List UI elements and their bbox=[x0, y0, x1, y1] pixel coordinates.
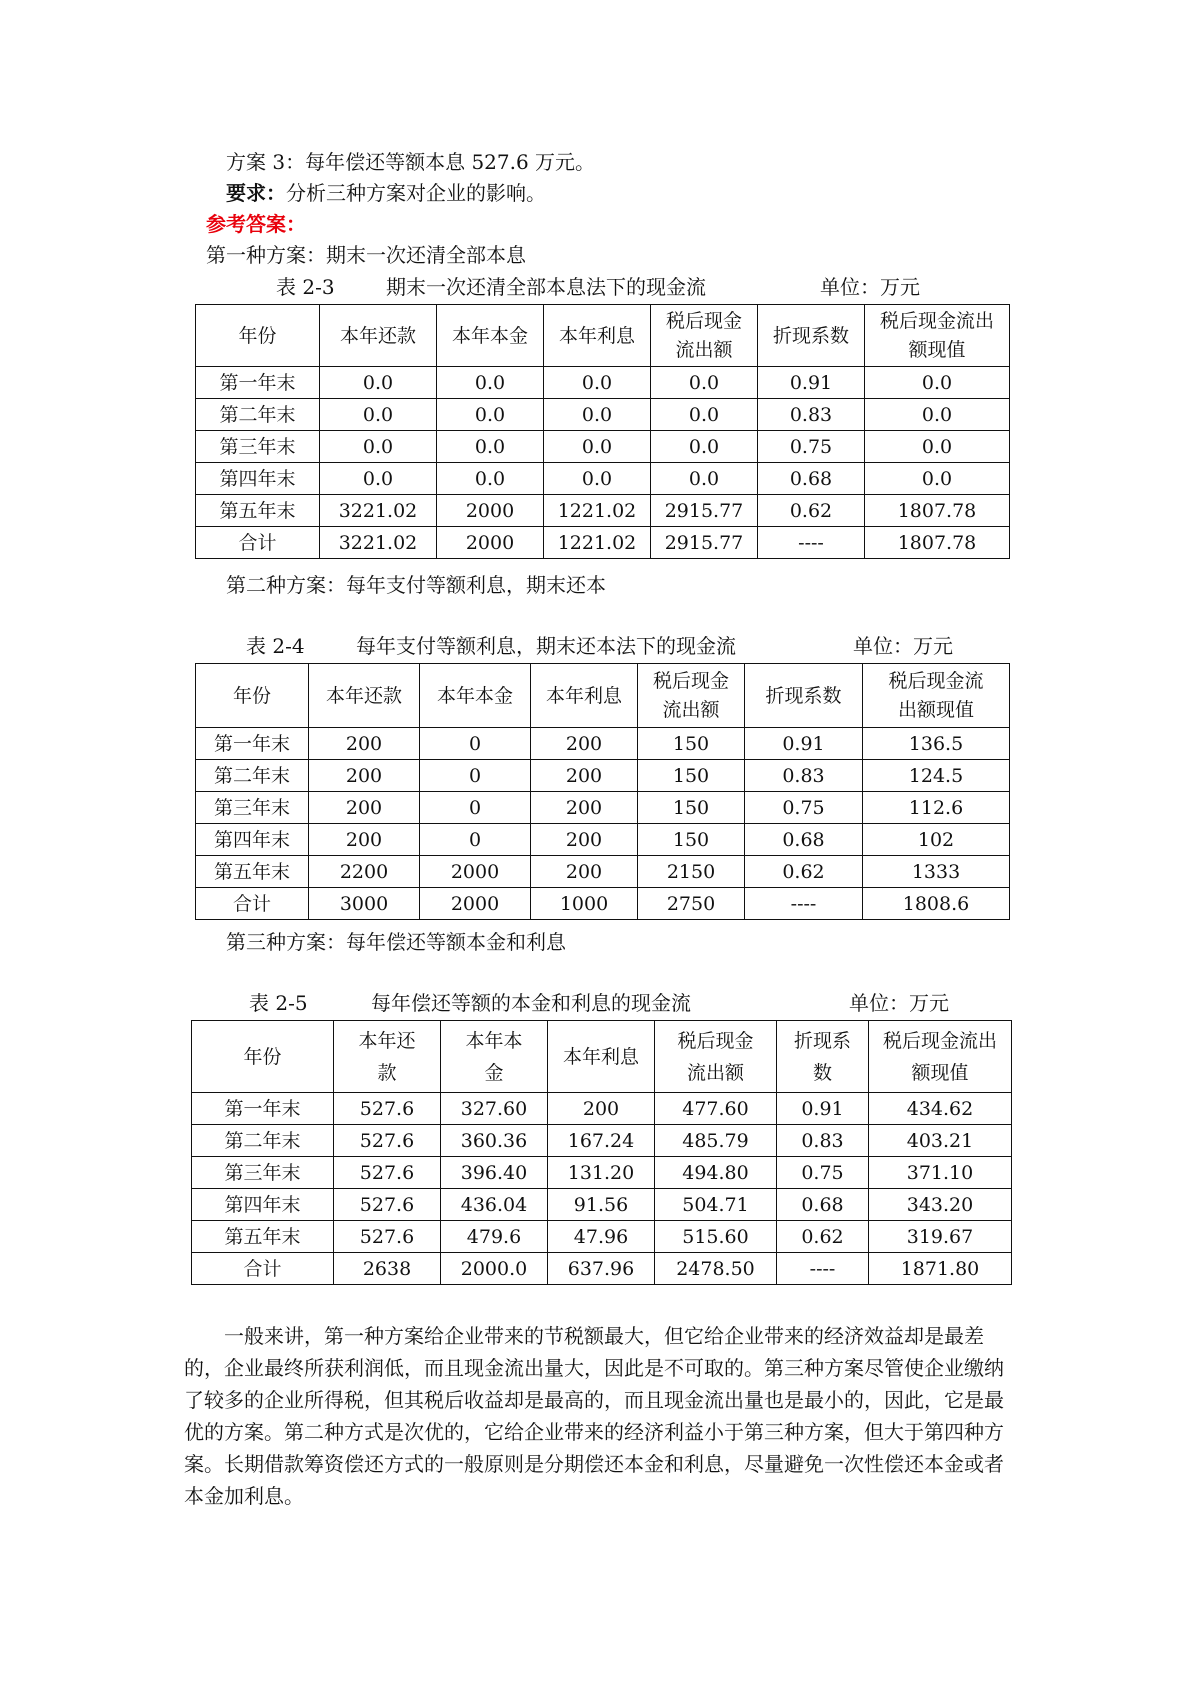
table-cell: 200 bbox=[309, 760, 420, 792]
row-label-cell: 第三年末 bbox=[192, 1157, 334, 1189]
table-cell: 0 bbox=[420, 824, 531, 856]
table-cell: 2000 bbox=[420, 856, 531, 888]
table-cell: 0.0 bbox=[651, 463, 758, 495]
table-row bbox=[196, 792, 1010, 824]
table-cell: 0.75 bbox=[758, 431, 865, 463]
table-cell: 0.0 bbox=[320, 367, 437, 399]
table-cell: 124.5 bbox=[863, 760, 1010, 792]
table-cell: 0.83 bbox=[758, 399, 865, 431]
header-cell: 税后现金流出额 bbox=[651, 305, 758, 367]
table-cell: 436.04 bbox=[441, 1189, 548, 1221]
table-cell: 0.0 bbox=[544, 463, 651, 495]
table-cell: 2750 bbox=[638, 888, 745, 920]
table-title: 期末一次还清全部本息法下的现金流 bbox=[386, 275, 706, 299]
table-title: 每年支付等额利息，期末还本法下的现金流 bbox=[356, 634, 736, 658]
table-cell: 150 bbox=[638, 792, 745, 824]
header-cell: 税后现金流出额现值 bbox=[863, 664, 1010, 728]
table-caption bbox=[249, 990, 1009, 1016]
row-label-cell: 第四年末 bbox=[192, 1189, 334, 1221]
table-cell: 200 bbox=[309, 824, 420, 856]
table-cell: 2000 bbox=[437, 495, 544, 527]
table-cell: 1000 bbox=[531, 888, 638, 920]
header-cell: 年份 bbox=[196, 664, 309, 728]
table-caption bbox=[246, 633, 1006, 659]
cash-flow-table bbox=[195, 304, 1010, 559]
table-cell: 527.6 bbox=[334, 1221, 441, 1253]
row-label-cell: 合计 bbox=[196, 527, 320, 559]
row-label-cell: 第五年末 bbox=[192, 1221, 334, 1253]
table-title: 每年偿还等额的本金和利息的现金流 bbox=[371, 991, 691, 1015]
table-cell: 47.96 bbox=[548, 1221, 655, 1253]
table-row bbox=[196, 399, 1010, 431]
row-label-cell: 第一年末 bbox=[196, 367, 320, 399]
table-row bbox=[196, 495, 1010, 527]
table-cell: 0.91 bbox=[777, 1093, 869, 1125]
table-cell: 1221.02 bbox=[544, 527, 651, 559]
table-cell: 167.24 bbox=[548, 1125, 655, 1157]
table-cell: 0.62 bbox=[745, 856, 863, 888]
table-cell: 327.60 bbox=[441, 1093, 548, 1125]
table-cell: 2000 bbox=[437, 527, 544, 559]
cash-flow-table bbox=[195, 663, 1010, 920]
table-header-row bbox=[196, 305, 1010, 367]
table-cell: 0.75 bbox=[777, 1157, 869, 1189]
table-cell: 527.6 bbox=[334, 1157, 441, 1189]
table-cell: 1808.6 bbox=[863, 888, 1010, 920]
table-cell: 0.0 bbox=[651, 399, 758, 431]
header-cell: 本年本金 bbox=[441, 1021, 548, 1093]
table-number: 表 2-5 bbox=[249, 991, 308, 1015]
table-cell: 0.0 bbox=[865, 431, 1010, 463]
table-cell: 319.67 bbox=[869, 1221, 1012, 1253]
table-cell: 0.68 bbox=[758, 463, 865, 495]
table-cell: 360.36 bbox=[441, 1125, 548, 1157]
row-label-cell: 第三年末 bbox=[196, 792, 309, 824]
table-cell: 2200 bbox=[309, 856, 420, 888]
table-cell: 150 bbox=[638, 824, 745, 856]
table-cell: 0.0 bbox=[544, 399, 651, 431]
table-cell: 200 bbox=[531, 856, 638, 888]
table-cell: 479.6 bbox=[441, 1221, 548, 1253]
table-cell: 0.0 bbox=[437, 399, 544, 431]
table-cell: 1807.78 bbox=[865, 527, 1010, 559]
row-label-cell: 合计 bbox=[196, 888, 309, 920]
row-label-cell: 第一年末 bbox=[196, 728, 309, 760]
table-cell: 0.91 bbox=[745, 728, 863, 760]
row-label-cell: 第五年末 bbox=[196, 856, 309, 888]
table-row bbox=[196, 431, 1010, 463]
table-cell: 504.71 bbox=[655, 1189, 777, 1221]
cash-flow-table bbox=[191, 1020, 1012, 1285]
table-cell: 0.68 bbox=[777, 1189, 869, 1221]
row-label-cell: 第一年末 bbox=[192, 1093, 334, 1125]
header-cell: 本年还款 bbox=[320, 305, 437, 367]
table-row bbox=[192, 1157, 1012, 1189]
row-label-cell: 第五年末 bbox=[196, 495, 320, 527]
requirement-line bbox=[226, 183, 546, 203]
table-cell: 3221.02 bbox=[320, 495, 437, 527]
header-cell: 本年利息 bbox=[548, 1021, 655, 1093]
table-number: 表 2-3 bbox=[276, 275, 335, 299]
table-cell: 2150 bbox=[638, 856, 745, 888]
table-row bbox=[196, 824, 1010, 856]
table-cell: 0.0 bbox=[320, 463, 437, 495]
header-cell: 本年还款 bbox=[334, 1021, 441, 1093]
header-cell: 折现系数 bbox=[758, 305, 865, 367]
table-cell: ---- bbox=[745, 888, 863, 920]
table-cell: 637.96 bbox=[548, 1253, 655, 1285]
header-cell: 本年本金 bbox=[437, 305, 544, 367]
table-cell: 371.10 bbox=[869, 1157, 1012, 1189]
table-row bbox=[192, 1253, 1012, 1285]
table-cell: 136.5 bbox=[863, 728, 1010, 760]
table-cell: 91.56 bbox=[548, 1189, 655, 1221]
table-cell: 3221.02 bbox=[320, 527, 437, 559]
row-label-cell: 合计 bbox=[192, 1253, 334, 1285]
table-cell: 1333 bbox=[863, 856, 1010, 888]
table-row bbox=[196, 888, 1010, 920]
table-cell: 0.68 bbox=[745, 824, 863, 856]
plan3-title: 第三种方案：每年偿还等额本金和利息 bbox=[226, 930, 566, 954]
table-cell: 396.40 bbox=[441, 1157, 548, 1189]
table-cell: 0.0 bbox=[320, 431, 437, 463]
table-cell: 131.20 bbox=[548, 1157, 655, 1189]
table-cell: 2000 bbox=[420, 888, 531, 920]
header-cell: 税后现金流出额 bbox=[655, 1021, 777, 1093]
table-cell: 485.79 bbox=[655, 1125, 777, 1157]
table-row bbox=[196, 728, 1010, 760]
header-cell: 本年本金 bbox=[420, 664, 531, 728]
table-cell: 0.0 bbox=[437, 463, 544, 495]
table-cell: 0.0 bbox=[865, 463, 1010, 495]
answer-label: 参考答案： bbox=[206, 212, 306, 236]
table-cell: 200 bbox=[309, 792, 420, 824]
table-cell: 200 bbox=[309, 728, 420, 760]
table-row bbox=[192, 1189, 1012, 1221]
table-row bbox=[196, 856, 1010, 888]
row-label-cell: 第四年末 bbox=[196, 463, 320, 495]
table-cell: 200 bbox=[548, 1093, 655, 1125]
table-cell: 0.83 bbox=[777, 1125, 869, 1157]
table-cell: 2478.50 bbox=[655, 1253, 777, 1285]
table-cell: 200 bbox=[531, 728, 638, 760]
table-cell: 1221.02 bbox=[544, 495, 651, 527]
table-cell: 0 bbox=[420, 760, 531, 792]
header-cell: 税后现金流出额现值 bbox=[865, 305, 1010, 367]
table-cell: 527.6 bbox=[334, 1125, 441, 1157]
table-cell: 0.0 bbox=[544, 431, 651, 463]
table-cell: 0.91 bbox=[758, 367, 865, 399]
header-cell: 年份 bbox=[192, 1021, 334, 1093]
table-cell: 0.75 bbox=[745, 792, 863, 824]
table-cell: 0 bbox=[420, 728, 531, 760]
table-cell: ---- bbox=[777, 1253, 869, 1285]
plan2-title: 第二种方案：每年支付等额利息，期末还本 bbox=[226, 573, 606, 597]
table-cell: 0.0 bbox=[865, 367, 1010, 399]
table-cell: 0.0 bbox=[651, 367, 758, 399]
header-cell: 年份 bbox=[196, 305, 320, 367]
plan3-line: 方案 3：每年偿还等额本息 527.6 万元。 bbox=[226, 150, 596, 174]
table-cell: 1871.80 bbox=[869, 1253, 1012, 1285]
table-cell: 102 bbox=[863, 824, 1010, 856]
table-number: 表 2-4 bbox=[246, 634, 305, 658]
table-row bbox=[192, 1093, 1012, 1125]
row-label-cell: 第二年末 bbox=[196, 760, 309, 792]
table-unit: 单位：万元 bbox=[820, 275, 920, 299]
header-cell: 税后现金流出额现值 bbox=[869, 1021, 1012, 1093]
table-cell: 527.6 bbox=[334, 1093, 441, 1125]
table-cell: 477.60 bbox=[655, 1093, 777, 1125]
table-unit: 单位：万元 bbox=[853, 634, 953, 658]
table-cell: 515.60 bbox=[655, 1221, 777, 1253]
table-cell: 0.83 bbox=[745, 760, 863, 792]
table-cell: 0.0 bbox=[544, 367, 651, 399]
table-cell: 3000 bbox=[309, 888, 420, 920]
table-row bbox=[196, 760, 1010, 792]
table-cell: 527.6 bbox=[334, 1189, 441, 1221]
table-cell: 112.6 bbox=[863, 792, 1010, 824]
table-cell: 0.0 bbox=[437, 367, 544, 399]
conclusion-text: 一般来讲，第一种方案给企业带来的节税额最大，但它给企业带来的经济效益却是最差的，企业最终所获利润低，而且现金流出量大，因此是不可取的。第三种方案尽管使企业缴纳了较多的企业所得税，但其税后收益却是最高的，而且现金流出量也是最小的，因此，它是最优的方案。第二种方式是次优的，它给企业带来的经济利益小于第三种方案，但大于第四种方案。长期借款筹资偿还方式的一般原则是分期偿还本金和利息，尽量避免一次性偿还本金或者本金加利息。 bbox=[184, 1324, 1004, 1508]
table-cell: 2638 bbox=[334, 1253, 441, 1285]
table-cell: 0.62 bbox=[758, 495, 865, 527]
header-cell: 折现系数 bbox=[777, 1021, 869, 1093]
requirement-label: 要求： bbox=[226, 181, 286, 205]
table-row bbox=[196, 367, 1010, 399]
row-label-cell: 第二年末 bbox=[192, 1125, 334, 1157]
table-cell: 2000.0 bbox=[441, 1253, 548, 1285]
table-cell: 0.0 bbox=[865, 399, 1010, 431]
row-label-cell: 第二年末 bbox=[196, 399, 320, 431]
header-cell: 本年利息 bbox=[531, 664, 638, 728]
header-cell: 本年还款 bbox=[309, 664, 420, 728]
table-cell: 343.20 bbox=[869, 1189, 1012, 1221]
plan1-title: 第一种方案：期末一次还清全部本息 bbox=[206, 243, 526, 267]
table-cell: 2915.77 bbox=[651, 527, 758, 559]
table-header-row bbox=[196, 664, 1010, 728]
table-row bbox=[196, 463, 1010, 495]
conclusion-paragraph bbox=[184, 1320, 1016, 1512]
table-cell: 150 bbox=[638, 728, 745, 760]
table-cell: 0 bbox=[420, 792, 531, 824]
table-cell: 2915.77 bbox=[651, 495, 758, 527]
table-cell: 0.0 bbox=[320, 399, 437, 431]
table-caption bbox=[276, 274, 996, 300]
table-header-row bbox=[192, 1021, 1012, 1093]
table-row bbox=[196, 527, 1010, 559]
row-label-cell: 第三年末 bbox=[196, 431, 320, 463]
header-cell: 本年利息 bbox=[544, 305, 651, 367]
table-cell: 200 bbox=[531, 760, 638, 792]
table-cell: ---- bbox=[758, 527, 865, 559]
table-cell: 0.0 bbox=[437, 431, 544, 463]
table-cell: 200 bbox=[531, 824, 638, 856]
table-row bbox=[192, 1221, 1012, 1253]
header-cell: 税后现金流出额 bbox=[638, 664, 745, 728]
table-cell: 403.21 bbox=[869, 1125, 1012, 1157]
table-cell: 434.62 bbox=[869, 1093, 1012, 1125]
table-cell: 150 bbox=[638, 760, 745, 792]
table-cell: 494.80 bbox=[655, 1157, 777, 1189]
table-cell: 0.62 bbox=[777, 1221, 869, 1253]
table-cell: 200 bbox=[531, 792, 638, 824]
table-cell: 1807.78 bbox=[865, 495, 1010, 527]
table-cell: 0.0 bbox=[651, 431, 758, 463]
header-cell: 折现系数 bbox=[745, 664, 863, 728]
requirement-text: 分析三种方案对企业的影响。 bbox=[286, 181, 546, 205]
table-unit: 单位：万元 bbox=[849, 991, 949, 1015]
table-row bbox=[192, 1125, 1012, 1157]
row-label-cell: 第四年末 bbox=[196, 824, 309, 856]
